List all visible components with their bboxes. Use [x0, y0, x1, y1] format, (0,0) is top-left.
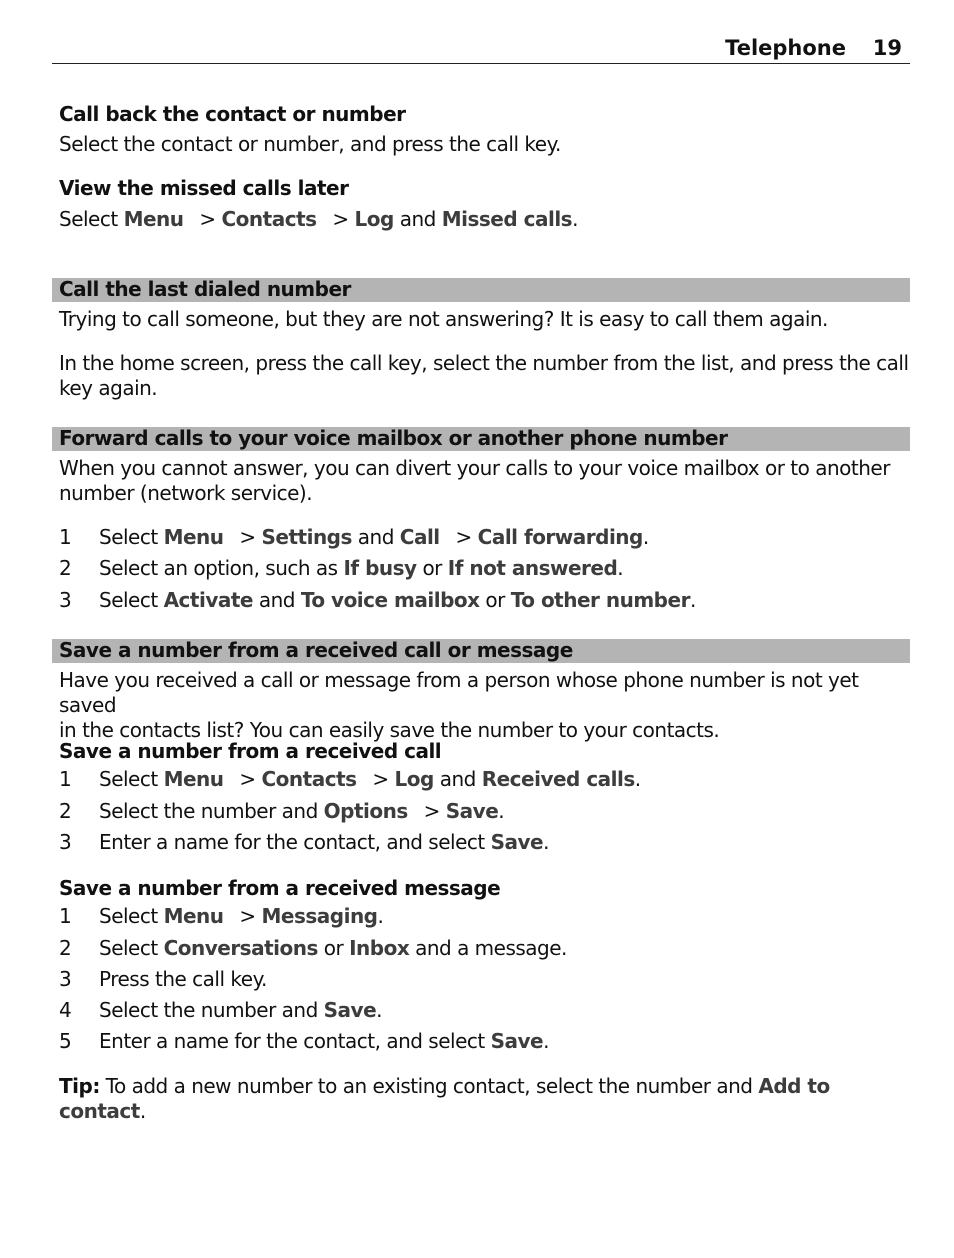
text: Select [99, 525, 158, 549]
text: . [377, 904, 384, 928]
text: . [498, 799, 505, 823]
step-number: 3 [59, 588, 72, 612]
ui-term-contacts: Contacts [261, 767, 357, 791]
ui-term-if-busy: If busy [343, 556, 417, 580]
ui-term-call-forwarding: Call forwarding [477, 525, 643, 549]
ui-term-to-other-number: To other number [510, 588, 690, 612]
text: and [258, 588, 295, 612]
ui-term-activate: Activate [163, 588, 253, 612]
ui-term-inbox: Inbox [349, 936, 410, 960]
step-number: 1 [59, 904, 72, 928]
text: or [422, 556, 442, 580]
step-text [99, 830, 549, 855]
text: and [357, 525, 394, 549]
step-text [99, 588, 696, 613]
text: or [323, 936, 344, 960]
line: Have you received a call or message from a person whose phone number is not yet saved [59, 668, 859, 717]
text: . [543, 830, 549, 854]
section-heading-band [52, 427, 910, 451]
text: . [572, 207, 578, 231]
text: Select an option, such as [99, 556, 338, 580]
path-separator: > [199, 207, 216, 231]
tip-text: To add a new number to an existing contact, select the number and [105, 1074, 753, 1098]
text: Select [99, 588, 158, 612]
text: . [617, 556, 624, 580]
ui-term-menu: Menu [163, 904, 224, 928]
text: . [139, 1099, 146, 1123]
text: and a message. [415, 936, 567, 960]
step-number: 1 [59, 525, 72, 549]
paragraph-call-back: Select the contact or number, and press the call key. [59, 132, 561, 156]
text: Press the call key. [99, 967, 267, 991]
paragraph-last-dialed-1: Trying to call someone, but they are not answering? It is easy to call them again. [59, 307, 828, 331]
step-number: 2 [59, 556, 72, 580]
ui-term-received-calls: Received calls [481, 767, 635, 791]
text: and [399, 207, 436, 231]
step-number: 2 [59, 936, 72, 960]
page-header [52, 34, 910, 64]
text: Enter a name for the contact, and select [99, 1029, 485, 1053]
text: . [543, 1029, 549, 1053]
ui-term-save: Save [490, 830, 544, 854]
text: or [485, 588, 505, 612]
subheading-from-call: Save a number from a received call [59, 739, 442, 763]
ui-term-save: Save [445, 799, 499, 823]
tip-label: Tip: [59, 1074, 100, 1098]
step-number: 3 [59, 830, 72, 854]
step-number: 2 [59, 799, 72, 823]
ui-term-log: Log [354, 207, 394, 231]
path-separator: > [239, 904, 256, 928]
line: In the home screen, press the call key, select the number from the list, and press the call [59, 351, 909, 375]
text: Select [99, 767, 158, 791]
section-heading-band [52, 278, 910, 302]
text: . [634, 767, 641, 791]
ui-term-missed-calls: Missed calls [441, 207, 573, 231]
subheading-missed-calls: View the missed calls later [59, 176, 349, 200]
path-separator: > [332, 207, 349, 231]
line: number (network service). [59, 481, 313, 505]
paragraph-last-dialed-2 [59, 351, 909, 401]
line: in the contacts list? You can easily save the number to your contacts. [59, 718, 720, 742]
step-number: 1 [59, 767, 72, 791]
step-number: 5 [59, 1029, 72, 1053]
ui-term-menu: Menu [163, 767, 224, 791]
text: Select [99, 904, 158, 928]
step-text [99, 998, 382, 1023]
path-separator: > [372, 767, 389, 791]
ui-term-to-voice-mailbox: To voice mailbox [300, 588, 480, 612]
paragraph-save-intro [59, 668, 909, 743]
line: When you cannot answer, you can divert your calls to your voice mailbox or to another [59, 456, 890, 480]
path-separator: > [239, 525, 256, 549]
text: Select [99, 936, 158, 960]
ui-term-settings: Settings [261, 525, 352, 549]
path-separator: > [423, 799, 440, 823]
text: . [376, 998, 383, 1022]
ui-term-menu: Menu [163, 525, 224, 549]
section-heading-save-number: Save a number from a received call or message [59, 638, 573, 662]
page-number: 19 [872, 36, 902, 60]
line: key again. [59, 376, 158, 400]
ui-term-messaging: Messaging [261, 904, 378, 928]
ui-term-if-not-answered: If not answered [447, 556, 618, 580]
section-heading-last-dialed: Call the last dialed number [59, 277, 351, 301]
step-text [99, 904, 383, 929]
subheading-call-back: Call back the contact or number [59, 102, 406, 126]
ui-term-contacts: Contacts [221, 207, 317, 231]
paragraph-missed-calls [59, 207, 909, 232]
ui-term-save: Save [323, 998, 377, 1022]
step-text [99, 767, 641, 792]
ui-term-add-to: Add to [758, 1074, 830, 1098]
section-heading-forward: Forward calls to your voice mailbox or another phone number [59, 426, 728, 450]
ui-term-save: Save [490, 1029, 544, 1053]
path-separator: > [455, 525, 472, 549]
step-number: 3 [59, 967, 72, 991]
step-text [99, 967, 267, 992]
text: Enter a name for the contact, and select [99, 830, 485, 854]
subheading-from-message: Save a number from a received message [59, 876, 501, 900]
text: . [689, 588, 696, 612]
ui-term-contact: contact [59, 1099, 140, 1123]
tip-paragraph [59, 1074, 909, 1124]
ui-term-conversations: Conversations [163, 936, 318, 960]
step-text [99, 799, 504, 824]
section-heading-band [52, 639, 910, 663]
text: Select [59, 207, 118, 231]
text: . [642, 525, 649, 549]
ui-term-menu: Menu [123, 207, 184, 231]
ui-term-log: Log [394, 767, 434, 791]
path-separator: > [239, 767, 256, 791]
step-text [99, 556, 623, 581]
step-number: 4 [59, 998, 72, 1022]
ui-term-call: Call [399, 525, 440, 549]
text: Select the number and [99, 998, 318, 1022]
paragraph-forward-intro [59, 456, 909, 506]
text: Select the number and [99, 799, 318, 823]
ui-term-options: Options [323, 799, 408, 823]
section-title: Telephone [725, 36, 846, 60]
text: and [439, 767, 476, 791]
step-text [99, 525, 649, 550]
step-text [99, 936, 567, 961]
step-text [99, 1029, 549, 1054]
